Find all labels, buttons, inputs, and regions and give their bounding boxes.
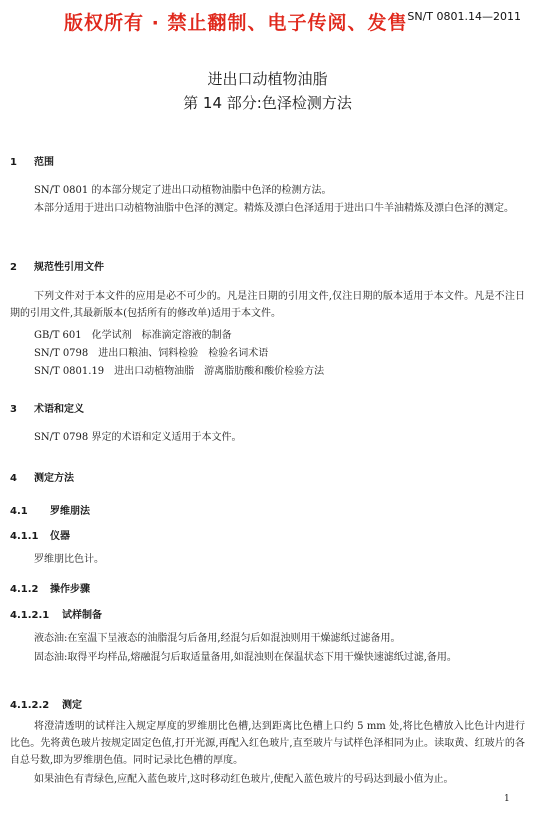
section-4-1-2-heading: [10, 580, 90, 595]
reference-item: SN/T 0798 进出口粮油、饲料检验 检验名词术语: [34, 348, 269, 359]
section-4-1-2-2-heading: [10, 696, 82, 711]
copyright-watermark: 版权所有 · 禁止翻制、电子传阅、发售: [64, 12, 408, 34]
reference-item: GB/T 601 化学试剂 标准滴定溶液的制备: [34, 330, 232, 341]
paragraph: 下列文件对于本文件的应用是必不可少的。凡是注日期的引用文件,仅注日期的版本适用于本文件。凡是不注日期的引用文件,其最新版本(包括所有的修改单)适用于本文件。: [10, 291, 525, 319]
section-number: 4.1.2.1: [10, 610, 50, 621]
section-number: 4.1: [10, 506, 28, 517]
section-title: 仪器: [50, 531, 70, 542]
section-number: 2: [10, 262, 17, 273]
section-number: 4.1.2.2: [10, 700, 50, 711]
section-number: 4.1.1: [10, 531, 39, 542]
section-title: 术语和定义: [34, 404, 84, 415]
paragraph: 将澄清透明的试样注入规定厚度的罗维朋比色槽,达到距离比色槽上口约 5 mm 处,将比色槽放入比色计内进行比色。先将黄色玻片按规定固定色值,打开光源,再配入红色玻片,直至玻片与试样色泽相同为止。读取黄、红玻片的各自总号数,即为罗维朋色值。同时记录比色槽的厚度。: [10, 721, 525, 766]
paragraph: 本部分适用于进出口动植物油脂中色泽的测定。精炼及漂白色泽适用于进出口牛羊油精炼及漂白色泽的测定。: [34, 203, 514, 214]
section-number: 4.1.2: [10, 584, 39, 595]
section-title: 规范性引用文件: [34, 262, 104, 273]
section-title: 操作步骤: [50, 584, 90, 595]
document-title: 进出口动植物油脂: [207, 70, 328, 88]
section-title: 试样制备: [62, 610, 102, 621]
paragraph: 固态油:取得平均样品,熔融混匀后取适量备用,如混浊则在保温状态下用干燥快速滤纸过滤,备用。: [34, 652, 457, 663]
section-number: 3: [10, 404, 17, 415]
section-4-1-1-heading: [10, 527, 70, 542]
section-4-1-2-1-heading: [10, 606, 102, 621]
standard-code: SN/T 0801.14—2011: [407, 10, 521, 23]
section-title: 测定: [62, 700, 82, 711]
paragraph: SN/T 0801 的本部分规定了进出口动植物油脂中色泽的检测方法。: [34, 185, 332, 196]
section-4-heading: [10, 469, 74, 484]
section-title: 罗维朋法: [50, 506, 90, 517]
page-number: 1: [504, 794, 510, 804]
section-title: 测定方法: [34, 473, 74, 484]
paragraph: SN/T 0798 界定的术语和定义适用于本文件。: [34, 432, 242, 443]
document-subtitle: 第 14 部分:色泽检测方法: [183, 94, 352, 112]
reference-item: SN/T 0801.19 进出口动植物油脂 游离脂肪酸和酸价检验方法: [34, 366, 325, 377]
section-number: 4: [10, 473, 17, 484]
section-2-heading: [10, 258, 104, 273]
section-1-heading: [10, 153, 54, 168]
paragraph: 如果油色有青绿色,应配入蓝色玻片,这时移动红色玻片,使配入蓝色玻片的号码达到最小值为止。: [34, 774, 454, 785]
section-number: 1: [10, 157, 17, 168]
paragraph: 罗维朋比色计。: [34, 554, 104, 565]
section-4-1-heading: [10, 502, 90, 517]
section-3-heading: [10, 400, 84, 415]
paragraph: 液态油:在室温下呈液态的油脂混匀后备用,经混匀后如混浊则用干燥滤纸过滤备用。: [34, 633, 401, 644]
section-title: 范围: [34, 157, 54, 168]
